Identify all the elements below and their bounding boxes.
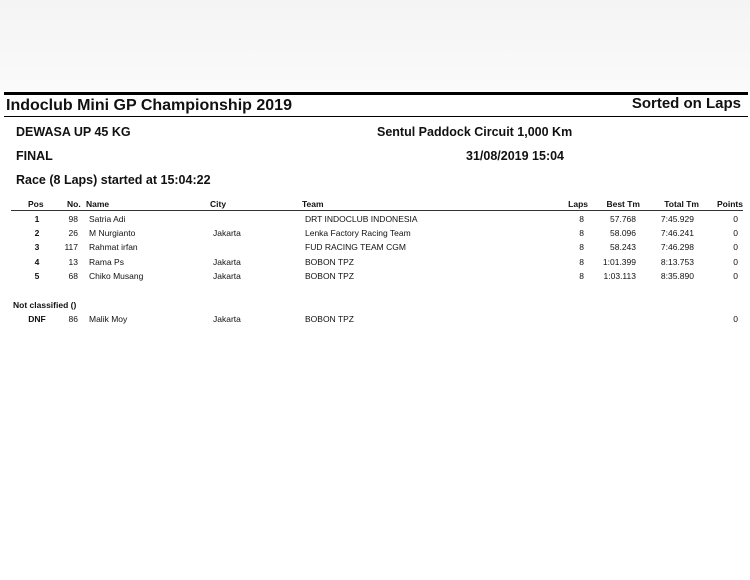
- cell-name: Rama Ps: [89, 256, 124, 267]
- cell-team: Lenka Factory Racing Team: [305, 228, 411, 239]
- col-city: City: [210, 199, 227, 209]
- cell-pos: 1: [34, 214, 40, 224]
- cell-points: 0: [733, 214, 738, 224]
- header-rule: [4, 116, 748, 117]
- cell-best: 57.768: [610, 214, 636, 224]
- cell-laps: 8: [579, 256, 584, 267]
- championship-title: Indoclub Mini GP Championship 2019: [6, 97, 292, 114]
- col-best: Best Tm: [606, 199, 640, 209]
- col-pos: Pos: [28, 199, 44, 209]
- cell-team: BOBON TPZ: [305, 256, 354, 267]
- cell-no: 26: [68, 228, 78, 239]
- col-laps: Laps: [568, 199, 588, 209]
- col-no: No.: [67, 199, 81, 209]
- cell-city: Jakarta: [213, 228, 241, 239]
- cell-laps: 8: [579, 214, 584, 224]
- col-points: Points: [717, 199, 743, 209]
- cell-total: 7:46.298: [660, 242, 694, 253]
- cell-points: 0: [733, 242, 738, 253]
- race-datetime: 31/08/2019 15:04: [466, 149, 565, 163]
- cell-name: Satria Adi: [89, 214, 126, 224]
- cell-total: 8:35.890: [660, 270, 694, 281]
- cell-total: 7:45.929: [660, 214, 694, 224]
- cell-no: 68: [68, 270, 78, 281]
- cell-name: M Nurgianto: [89, 228, 136, 239]
- cell-points: 0: [733, 270, 738, 281]
- col-team: Team: [302, 199, 324, 209]
- cell-pos: 3: [34, 242, 40, 253]
- circuit-label: Sentul Paddock Circuit 1,000 Km: [377, 125, 573, 139]
- cell-name: Chiko Musang: [89, 270, 144, 281]
- cell-pos: 2: [34, 228, 40, 239]
- cell-best: 58.096: [610, 228, 636, 239]
- session-label: FINAL: [16, 149, 53, 163]
- table-row: [0, 242, 750, 255]
- cell-team: BOBON TPZ: [305, 314, 354, 324]
- cell-pos: DNF: [28, 314, 46, 324]
- cell-points: 0: [733, 314, 738, 324]
- cell-total: 7:46.241: [660, 228, 694, 239]
- not-classified-label: Not classified (): [13, 300, 77, 310]
- cell-pos: 5: [34, 270, 40, 281]
- cell-no: 117: [64, 242, 78, 253]
- cell-best: 1:03.113: [603, 270, 636, 281]
- table-row: [0, 257, 750, 270]
- cell-points: 0: [733, 228, 738, 239]
- race-info: Race (8 Laps) started at 15:04:22: [16, 173, 211, 187]
- col-name: Name: [86, 199, 110, 209]
- table-row: [0, 214, 750, 227]
- cell-best: 58.243: [610, 242, 636, 253]
- cell-no: 98: [68, 214, 78, 224]
- cell-team: DRT INDOCLUB INDONESIA: [305, 214, 418, 224]
- cell-name: Rahmat irfan: [89, 242, 138, 253]
- table-row: [0, 314, 750, 327]
- table-row: [0, 228, 750, 241]
- cell-city: Jakarta: [213, 270, 241, 281]
- category-label: DEWASA UP 45 KG: [16, 125, 131, 139]
- cell-points: 0: [733, 256, 738, 267]
- column-rule: [11, 210, 743, 211]
- table-row: [0, 271, 750, 284]
- cell-laps: 8: [579, 242, 584, 253]
- cell-no: 86: [68, 314, 78, 324]
- col-total: Total Tm: [664, 199, 699, 209]
- cell-no: 13: [68, 256, 78, 267]
- cell-team: FUD RACING TEAM CGM: [305, 242, 406, 253]
- cell-pos: 4: [34, 256, 40, 267]
- cell-name: Malik Moy: [89, 314, 128, 324]
- cell-laps: 8: [579, 228, 584, 239]
- cell-best: 1:01.399: [602, 256, 636, 267]
- cell-laps: 8: [579, 270, 584, 281]
- cell-team: BOBON TPZ: [305, 270, 354, 281]
- cell-city: Jakarta: [213, 314, 241, 324]
- sort-label: Sorted on Laps: [631, 95, 741, 112]
- cell-total: 8:13.753: [660, 256, 694, 267]
- cell-city: Jakarta: [213, 256, 241, 267]
